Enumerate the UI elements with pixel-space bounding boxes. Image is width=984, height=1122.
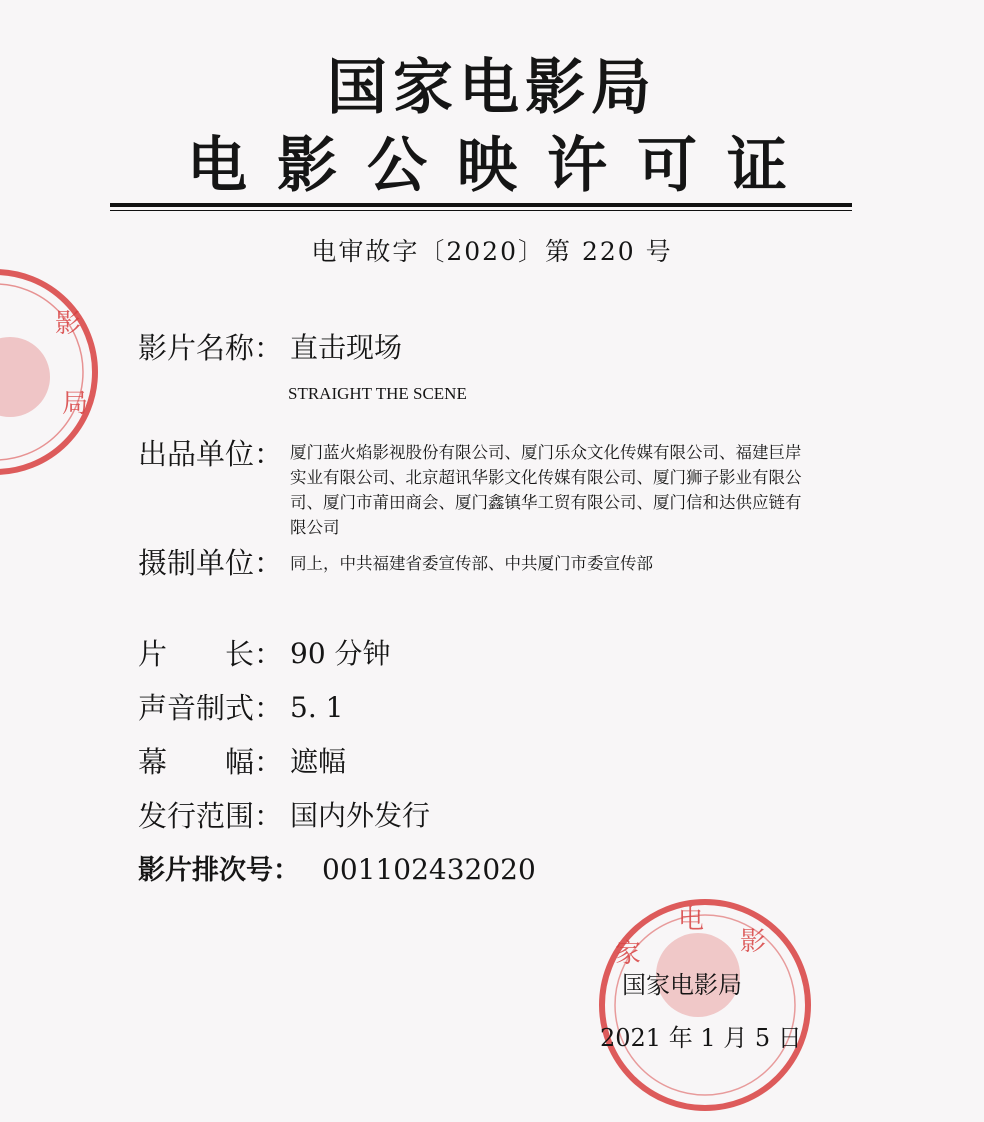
distribution-value: 国内外发行 bbox=[290, 799, 431, 832]
length-label: 片 长： bbox=[138, 637, 284, 671]
aspect-label: 幕 幅： bbox=[138, 745, 284, 779]
seal-char: 影 bbox=[740, 927, 767, 957]
sound-value: 5. 1 bbox=[290, 691, 344, 724]
document-subtitle: 电影公映许可证 bbox=[187, 131, 817, 201]
seal-char: 局 bbox=[62, 389, 89, 419]
film-name-value: 直击现场 bbox=[290, 331, 403, 364]
seal-char: 影 bbox=[55, 309, 82, 339]
header-rule bbox=[110, 203, 852, 207]
producer-list bbox=[290, 440, 940, 540]
document-number: 电审故字〔2020〕第 220 号 bbox=[311, 237, 673, 266]
producer-line: 实业有限公司、北京超讯华影文化传媒有限公司、厦门狮子影业有限公 bbox=[290, 468, 802, 487]
filming-label: 摄制单位： bbox=[138, 546, 284, 580]
official-seal-right bbox=[590, 890, 820, 1120]
film-name-label: 影片名称： bbox=[138, 331, 284, 365]
document-title: 国家电影局 bbox=[327, 53, 657, 123]
producer-label: 出品单位： bbox=[138, 437, 284, 471]
header-rule-thin bbox=[110, 210, 852, 211]
filming-units-value: 同上，中共福建省委宣传部、中共厦门市委宣传部 bbox=[290, 554, 653, 573]
seal-char: 电 bbox=[678, 905, 705, 935]
distribution-label: 发行范围： bbox=[138, 799, 284, 833]
length-value: 90 分钟 bbox=[290, 637, 391, 670]
official-seal-left bbox=[0, 262, 110, 502]
sound-label: 声音制式： bbox=[138, 691, 284, 725]
aspect-value: 遮幅 bbox=[290, 745, 347, 778]
film-name-english: STRAIGHT THE SCENE bbox=[288, 384, 467, 403]
serial-value: 001102432020 bbox=[322, 853, 536, 886]
producer-line: 司、厦门市莆田商会、厦门鑫镇华工贸有限公司、厦门信和达供应链有 bbox=[290, 493, 802, 512]
producer-line: 厦门蓝火焰影视股份有限公司、厦门乐众文化传媒有限公司、福建巨岸 bbox=[290, 443, 802, 462]
seal-char: 家 bbox=[615, 939, 642, 969]
issuer-name: 国家电影局 bbox=[622, 971, 742, 999]
issue-date: 2021 年 1 月 5 日 bbox=[600, 1024, 802, 1052]
serial-label: 影片排次号： bbox=[138, 855, 300, 886]
producer-line: 限公司 bbox=[290, 518, 340, 537]
